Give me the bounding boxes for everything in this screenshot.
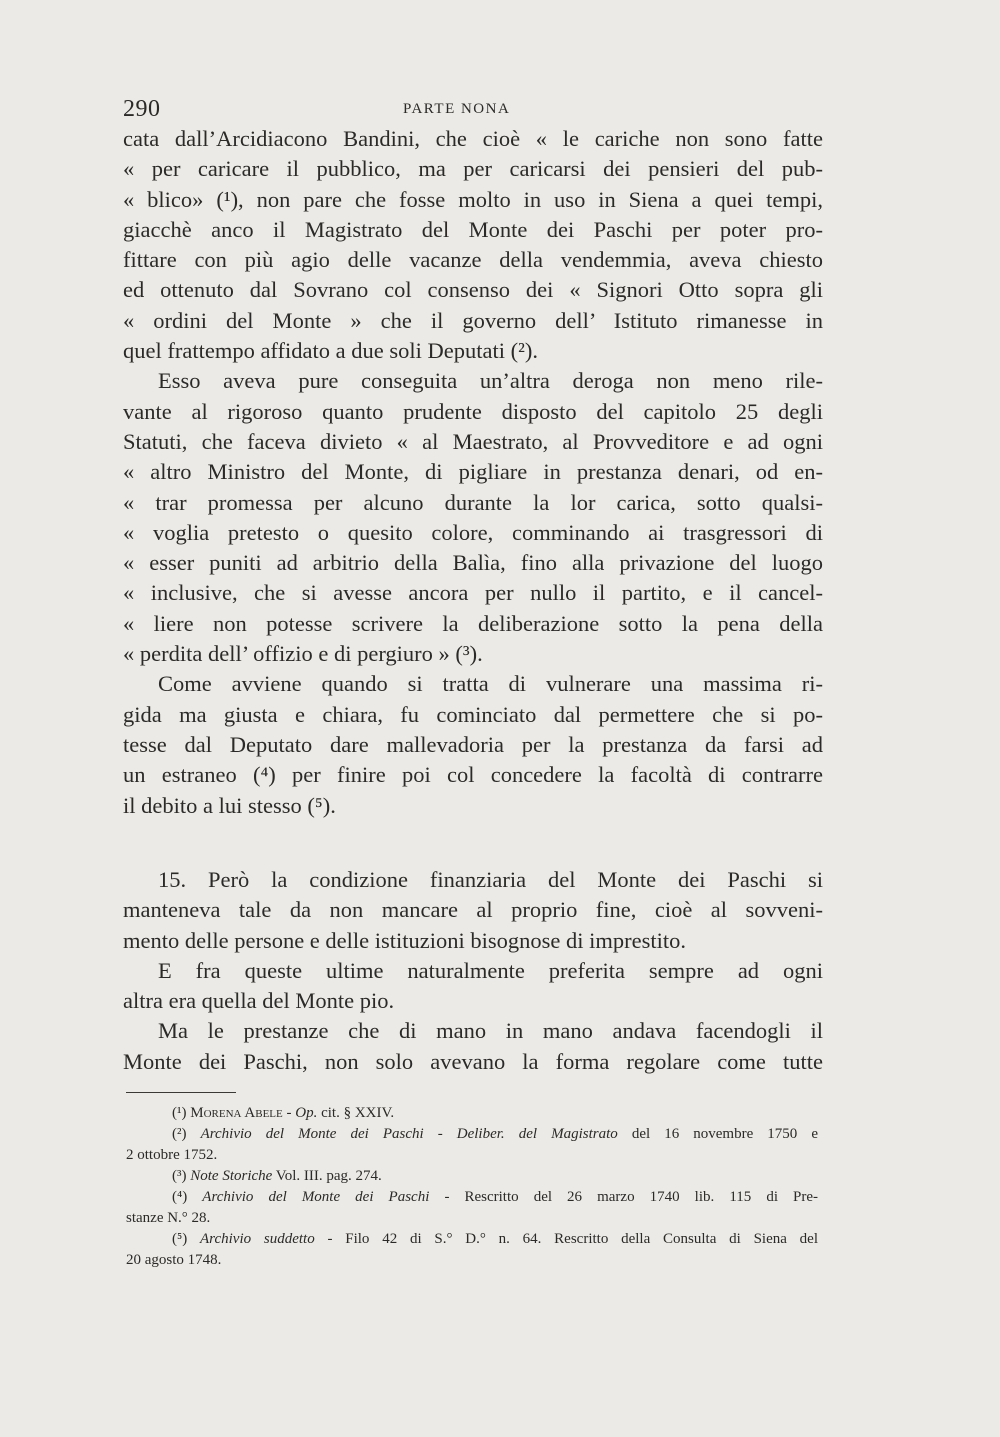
footnote-divider xyxy=(126,1092,236,1093)
footnote-source: Archivio del Monte dei Paschi - Deliber. del Magistrato xyxy=(200,1126,618,1142)
footnote-2-continued: 2 ottobre 1752. xyxy=(126,1147,218,1163)
text-line: ed ottenuto dal Sovrano col consenso dei « Signori Otto sopra gli xyxy=(123,277,823,303)
text-line: mento delle persone e delle istituzioni bisognose di imprestito. xyxy=(123,927,687,953)
text-line: manteneva tale da non mancare al proprio fine, cioè al sovveni- xyxy=(123,897,823,923)
footnote-separator: - xyxy=(282,1105,296,1121)
text-line: gida ma giusta e chiara, fu cominciato dal permettere che si po- xyxy=(123,701,823,727)
text-line: quel frattempo affidato a due soli Deputati (²). xyxy=(123,338,538,364)
text-line: 15. Però la condizione finanziaria del Monte dei Paschi si xyxy=(158,867,823,892)
text-line: « esser puniti ad arbitrio della Balìa, fino alla privazione del luogo xyxy=(123,550,823,576)
footnote-text: Vol. III. pag. 274. xyxy=(272,1168,382,1184)
text-line: « altro Ministro del Monte, di pigliare in prestanza denari, od en- xyxy=(123,459,823,485)
paragraph-1 xyxy=(123,124,823,366)
text-line: tesse dal Deputato dare mallevadoria per la prestanza da farsi ad xyxy=(123,731,823,757)
text-line: Monte dei Paschi, non solo avevano la forma regolare come tutte xyxy=(123,1048,823,1074)
footnote-ref: Op. xyxy=(295,1105,318,1121)
footnote-source: Note Storiche xyxy=(190,1168,273,1184)
footnote-2 xyxy=(126,1124,818,1145)
text-line: cata dall’Arcidiacono Bandini, che cioè « le cariche non sono fatte xyxy=(123,126,823,151)
text-line: giacchè anco il Magistrato del Monte dei Paschi per poter pro- xyxy=(123,216,823,242)
footnote-5-continued: 20 agosto 1748. xyxy=(126,1252,222,1268)
footnote-author: Morena Abele xyxy=(190,1105,283,1121)
page-header xyxy=(123,96,823,126)
footnotes xyxy=(126,1103,818,1271)
footnote-mark: (²) xyxy=(172,1126,187,1142)
text-line: « trar promessa per alcuno durante la lor carica, sotto qualsi- xyxy=(123,489,823,515)
text-line: « liere non potesse scrivere la deliberazione sotto la pena della xyxy=(123,610,823,636)
text-line: « voglia pretesto o quesito colore, comminando ai trasgressori di xyxy=(123,519,823,545)
paragraph-2 xyxy=(123,366,823,669)
footnote-3 xyxy=(126,1166,818,1187)
footnote-mark: (¹) xyxy=(172,1105,187,1121)
paragraph-3 xyxy=(123,669,823,820)
section-15 xyxy=(123,865,823,1077)
text-line: il debito a lui stesso (⁵). xyxy=(123,792,336,818)
main-text xyxy=(123,124,823,821)
text-line: « ordini del Monte » che il governo dell’ Istituto rimanesse in xyxy=(123,307,823,333)
text-line: altra era quella del Monte pio. xyxy=(123,988,395,1014)
footnote-mark: (⁴) xyxy=(172,1189,188,1205)
text-line: « per caricare il pubblico, ma per caricarsi dei pensieri del pub- xyxy=(123,156,823,182)
text-line: « inclusive, che si avesse ancora per nullo il partito, e il cancel- xyxy=(123,580,823,606)
footnote-4-continued: stanze N.° 28. xyxy=(126,1210,211,1226)
text-line: vante al rigoroso quanto prudente disposto del capitolo 25 degli xyxy=(123,398,823,424)
text-line: fittare con più agio delle vacanze della vendemmia, aveva chiesto xyxy=(123,247,823,273)
paragraph-4 xyxy=(123,865,823,956)
footnote-1 xyxy=(126,1103,818,1124)
footnote-text: cit. § XXIV. xyxy=(317,1105,395,1121)
text-line: Esso aveva pure conseguita un’altra deroga non meno rile- xyxy=(158,368,823,394)
footnote-text: - Filo 42 di S.° D.° n. 64. Rescritto della Consulta di Siena del xyxy=(314,1231,818,1247)
footnote-source: Archivio suddetto xyxy=(200,1231,315,1247)
text-line: Come avviene quando si tratta di vulnerare una massima ri- xyxy=(158,671,823,697)
footnote-mark: (³) xyxy=(172,1168,187,1184)
paragraph-5 xyxy=(123,956,823,1017)
text-line: E fra queste ultime naturalmente preferita sempre ad ogni xyxy=(158,957,823,983)
paragraph-6 xyxy=(123,1016,823,1077)
text-line: « blico» (¹), non pare che fosse molto in uso in Siena a quei tempi, xyxy=(123,186,823,212)
footnote-mark: (⁵) xyxy=(172,1231,188,1247)
footnote-5 xyxy=(126,1229,818,1250)
page-number: 290 xyxy=(123,96,161,122)
text-line: Statuti, che faceva divieto « al Maestrato, al Provveditore e ad ogni xyxy=(123,428,823,454)
text-line: « perdita dell’ offizio e di pergiuro » (³). xyxy=(123,641,483,667)
running-head: PARTE NONA xyxy=(403,101,511,117)
text-line: un estraneo (⁴) per finire poi col concedere la facoltà di contrarre xyxy=(123,762,823,788)
text-line: Ma le prestanze che di mano in mano andava facendogli il xyxy=(158,1018,823,1044)
footnote-4 xyxy=(126,1187,818,1208)
footnote-text: - Rescritto del 26 marzo 1740 lib. 115 di Pre- xyxy=(429,1189,819,1205)
footnote-source: Archivio del Monte dei Paschi xyxy=(202,1189,430,1205)
footnote-text: del 16 novembre 1750 e xyxy=(617,1126,819,1142)
